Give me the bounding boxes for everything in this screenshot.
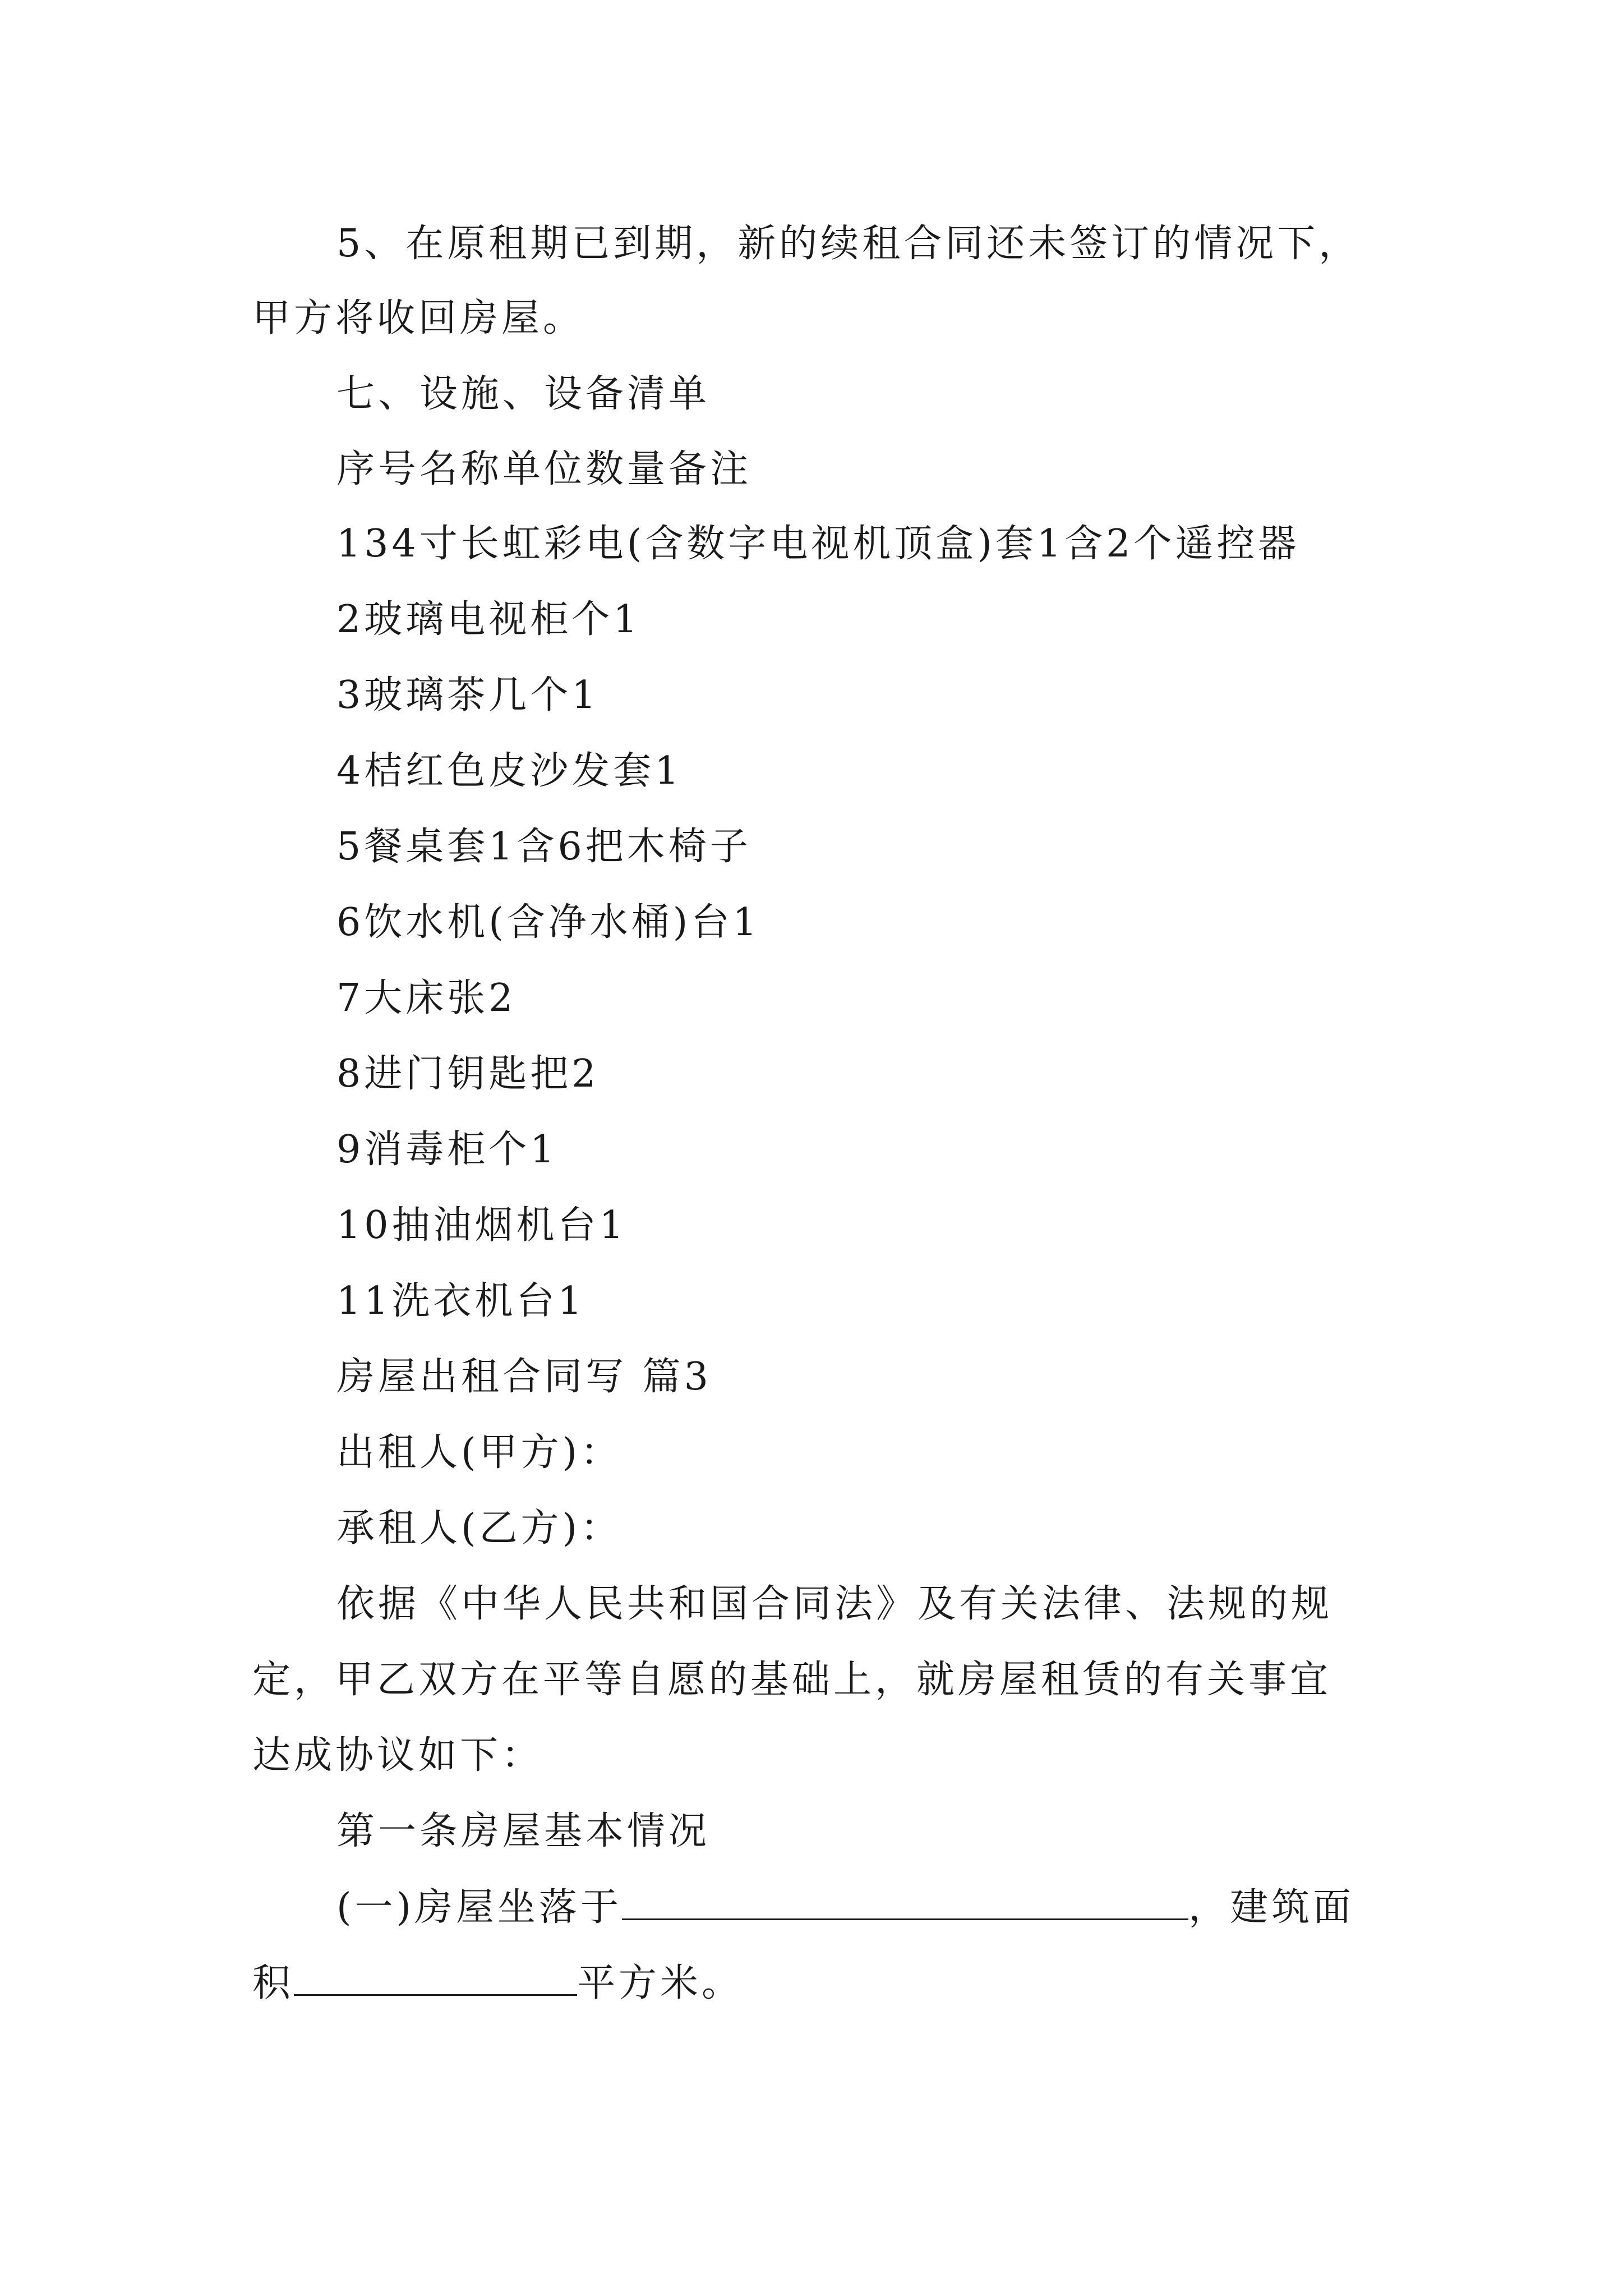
preamble-line-2: 定，甲乙双方在平等自愿的基础上，就房屋租赁的有关事宜 — [252, 1658, 1332, 1702]
area-prefix: 积 — [252, 1961, 294, 2005]
clause-5-line-2: 甲方将收回房屋。 — [252, 296, 585, 341]
lessee-label: 承租人(乙方)： — [336, 1506, 623, 1550]
clause-5-line-1: 5、在原租期已到期，新的续租合同还未签订的情况下， — [336, 222, 1361, 266]
equipment-table-header: 序号名称单位数量备注 — [336, 447, 752, 491]
article-1-item-1-line-2 — [252, 1961, 743, 2006]
equipment-item: 7大床张2 — [336, 976, 517, 1020]
preamble-line-3: 达成协议如下： — [252, 1733, 543, 1778]
equipment-item: 134寸长虹彩电(含数字电视机顶盒)套1含2个遥控器 — [336, 522, 1300, 566]
article-1-item-1-line-1 — [336, 1885, 1354, 1930]
preamble-line-1: 依据《中华人民共和国合同法》及有关法律、法规的规 — [336, 1582, 1333, 1626]
lessor-label: 出租人(甲方)： — [336, 1430, 623, 1475]
equipment-item: 4桔红色皮沙发套1 — [336, 749, 683, 793]
area-blank-field — [294, 1961, 577, 1996]
location-blank-field — [622, 1885, 1188, 1920]
location-prefix: (一)房屋坐落于 — [336, 1885, 623, 1930]
section-7-title: 七、设施、设备清单 — [336, 372, 711, 416]
location-suffix: ，建筑面 — [1188, 1885, 1355, 1930]
area-suffix: 平方米。 — [577, 1961, 744, 2005]
equipment-item: 8进门钥匙把2 — [336, 1052, 600, 1096]
equipment-item: 5餐桌套1含6把木椅子 — [336, 825, 751, 869]
equipment-item: 9消毒柜个1 — [336, 1128, 558, 1172]
equipment-item: 3玻璃茶几个1 — [336, 673, 600, 717]
article-1-title: 第一条房屋基本情况 — [336, 1809, 711, 1853]
equipment-item: 10抽油烟机台1 — [336, 1203, 627, 1248]
equipment-item: 6饮水机(含净水桶)台1 — [336, 900, 760, 945]
contract-3-heading: 房屋出租合同写 篇3 — [336, 1355, 712, 1399]
equipment-item: 2玻璃电视柜个1 — [336, 597, 641, 642]
equipment-item: 11洗衣机台1 — [336, 1279, 585, 1323]
